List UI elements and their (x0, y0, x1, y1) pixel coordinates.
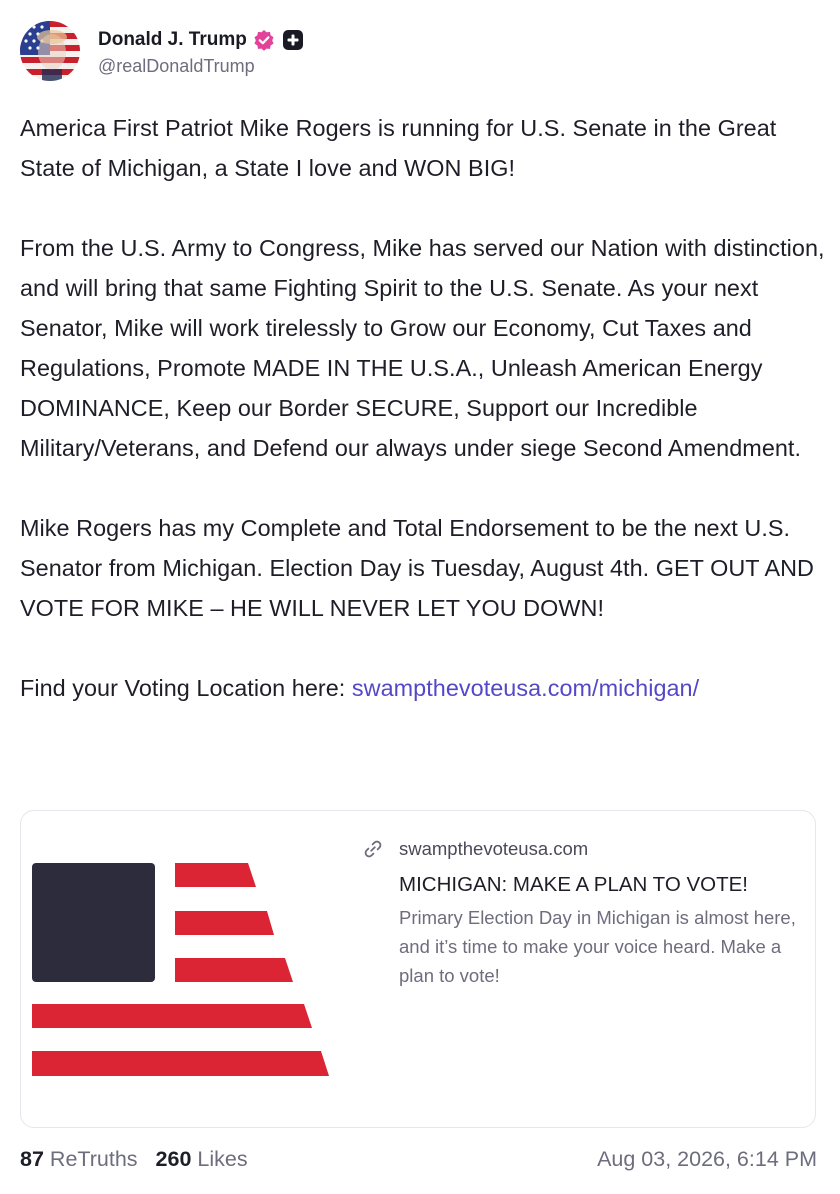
retruths-count: 87 (20, 1146, 44, 1171)
card-domain-row (363, 837, 588, 861)
post-paragraph: Mike Rogers has my Complete and Total Endorsement to be the next U.S. Senator from Michigan. Election Day is Tuesday, August 4th. GET OUT AND VOTE FOR MIKE – HE WILL NEVER LET YOU DOWN! (20, 515, 814, 621)
voting-location-line (20, 668, 825, 708)
name-row (98, 26, 303, 54)
voting-location-prefix: Find your Voting Location here: (20, 675, 352, 701)
likes-stat[interactable] (156, 1147, 248, 1172)
retruths-label: ReTruths (49, 1146, 138, 1171)
retruths-stat[interactable] (20, 1147, 138, 1172)
flag-portrait-avatar-icon (20, 21, 80, 81)
post-paragraph: From the U.S. Army to Congress, Mike has served our Nation with distinction, and will bring that same Fighting Spirit to the U.S. Senate. As your next Senator, Mike will work tirelessly to Grow our Economy, Cut Taxes and Regulations, Promote MADE IN THE U.S.A., Unleash American Energy DOMINANCE, Keep our Border SECURE, Support our Incredible Military/Veterans, and Defend our always under siege Second Amendment. (20, 235, 825, 461)
post-header (20, 20, 303, 82)
likes-label: Likes (197, 1146, 248, 1171)
author-handle[interactable]: @realDonaldTrump (98, 55, 255, 76)
voting-location-link[interactable]: swampthevoteusa.com/michigan/ (351, 675, 700, 701)
post-paragraph: America First Patriot Mike Rogers is running for U.S. Senate in the Great State of Michigan, a State I love and WON BIG! (20, 115, 777, 181)
post-timestamp[interactable]: Aug 03, 2026, 6:14 PM (597, 1146, 817, 1171)
author-block (98, 26, 303, 77)
post-footer (20, 1143, 817, 1175)
chain-link-icon (363, 839, 383, 859)
card-title: MICHIGAN: MAKE A PLAN TO VOTE! (399, 873, 748, 896)
card-description: Primary Election Day in Michigan is almost here, and it’s time to make your voice heard. Make a plan to vote! (399, 907, 796, 986)
avatar[interactable] (20, 21, 80, 81)
plus-badge-icon (283, 30, 303, 50)
card-domain: swampthevoteusa.com (399, 838, 589, 859)
likes-count: 260 (155, 1146, 192, 1171)
link-preview-card[interactable] (20, 810, 816, 1128)
author-display-name[interactable]: Donald J. Trump (98, 28, 247, 50)
american-flag-graphic-icon (31, 861, 331, 1081)
post-text (20, 108, 825, 708)
verified-badge-icon (253, 29, 275, 51)
